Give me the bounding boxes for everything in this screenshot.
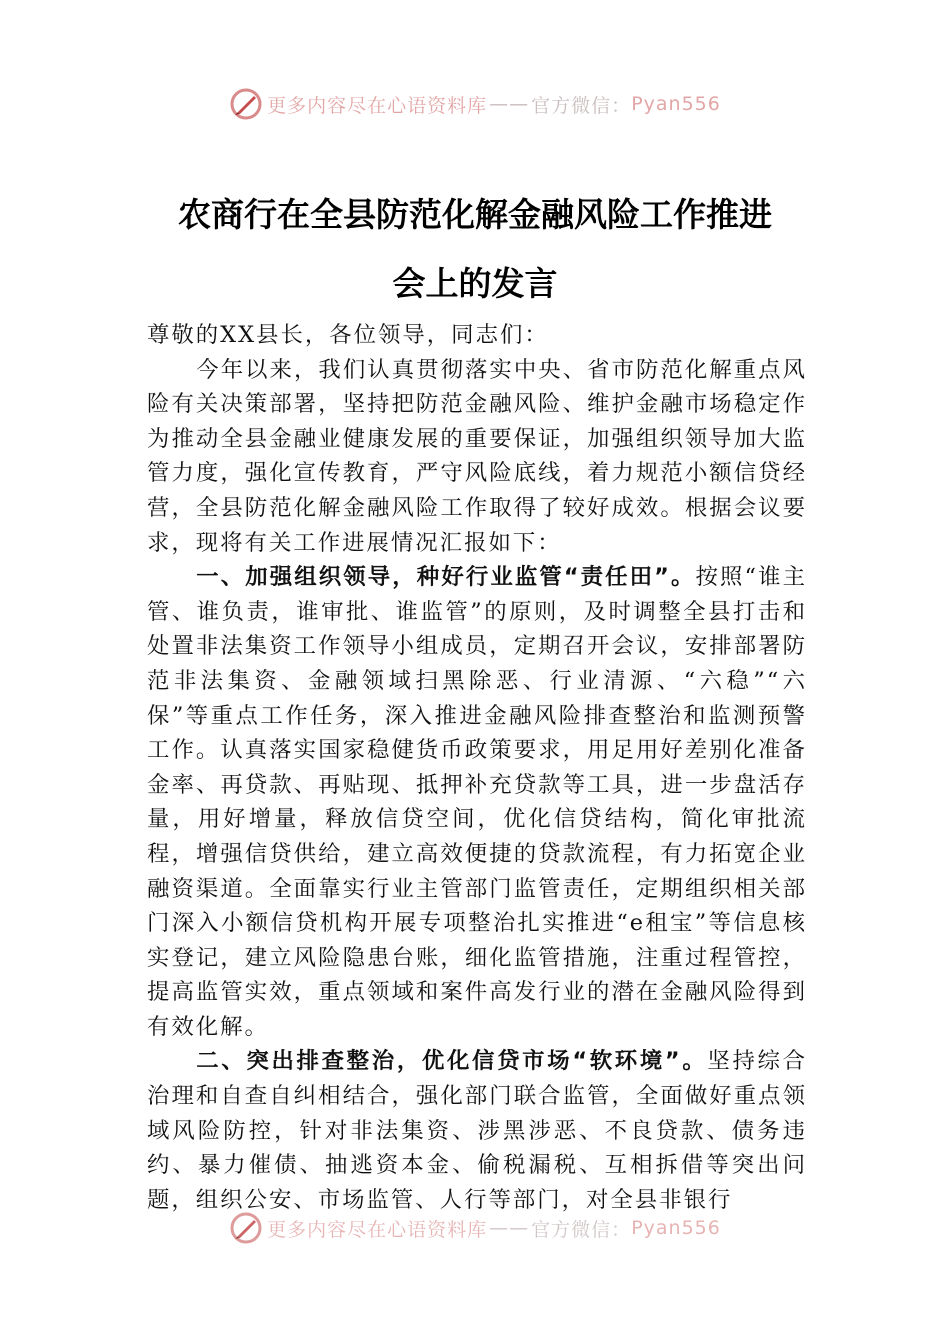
pen-logo-icon xyxy=(229,1211,263,1245)
document-title xyxy=(120,180,830,318)
watermark-wechat-label: 官方微信： xyxy=(531,1218,632,1241)
section-2-body: 坚持综合治理和自查自纠相结合，强化部门联合监管，全面做好重点领域风险防控，针对非法集资、涉黑涉恶、不良贷款、债务违约、暴力催债、抽逃资本金、偷税漏税、互相拆借等突出问题，组织公安、市场监管、人行等部门，对全县非银行 xyxy=(147,1048,808,1213)
watermark-text: 更多内容尽在心语资料库 xyxy=(267,94,488,117)
watermark-header xyxy=(0,84,950,124)
section-1-body: 按照“谁主管、谁负责，谁审批、谁监管”的原则，及时调整全县打击和处置非法集资工作领导小组成员，定期召开会议，安排部署防范非法集资、金融领域扫黑除恶、行业清源、“六稳”“六保”等重点工作任务，深入推进金融风险排查整治和监测预警工作。认真落实国家稳健货币政策要求，用足用好差别化准备金率、再贷款、再贴现、抵押补充贷款等工具，进一步盘活存量，用好增量，释放信贷空间，优化信贷结构，简化审批流程，增强信贷供给，建立高效便捷的贷款流程，有力拓宽企业融资渠道。全面靠实行业主管部门监管责任，定期组织相关部门深入小额信贷机构开展专项整治扎实推进“e租宝”等信息核实登记，建立风险隐患台账，细化监管措施，注重过程管控，提高监管实效，重点领域和案件高发行业的潜在金融风险得到有效化解。 xyxy=(147,564,807,1040)
salutation: 尊敬的XX县长，各位领导，同志们： xyxy=(147,322,549,348)
watermark-wechat-label: 官方微信： xyxy=(531,94,632,117)
intro-paragraph: 今年以来，我们认真贯彻落实中央、省市防范化解重点风险有关决策部署，坚持把防范金融风险、维护金融市场稳定作为推动全县金融业健康发展的重要保证，加强组织领导加大监管力度，强化宣传教育，严守风险底线，着力规范小额信贷经营，全县防范化解金融风险工作取得了较好成效。根据会议要求，现将有关工作进展情况汇报如下： xyxy=(147,356,807,556)
watermark-wechat-id: Pyan556 xyxy=(631,1217,721,1239)
watermark-wechat-id: Pyan556 xyxy=(631,93,721,115)
watermark-separator: —— xyxy=(489,93,530,115)
section-1-paragraph xyxy=(147,560,807,1044)
section-2-heading: 二、突出排查整治，优化信贷市场“软环境”。 xyxy=(196,1048,708,1075)
pen-logo-icon xyxy=(229,87,263,121)
watermark-text: 更多内容尽在心语资料库 xyxy=(267,1218,488,1241)
title-line-2: 会上的发言 xyxy=(392,264,558,303)
watermark-separator: —— xyxy=(489,1217,530,1239)
section-1-heading: 一、加强组织领导，种好行业监管“责任田”。 xyxy=(196,564,696,591)
section-2-paragraph xyxy=(147,1044,807,1217)
watermark-footer xyxy=(0,1208,950,1248)
title-line-1: 农商行在全县防范化解金融风险工作推进 xyxy=(178,195,772,234)
document-body xyxy=(147,318,807,1217)
